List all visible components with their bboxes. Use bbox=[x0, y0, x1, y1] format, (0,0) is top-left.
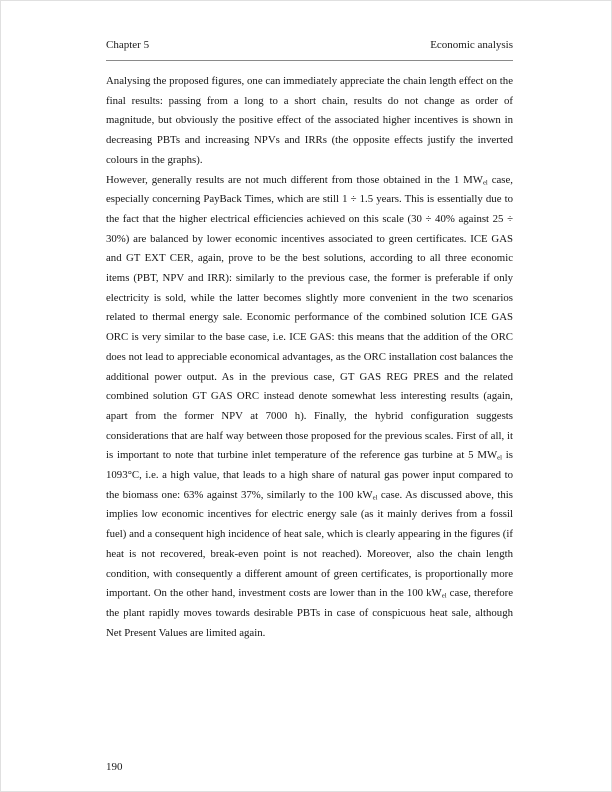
page-header bbox=[106, 39, 513, 61]
paragraph: Analysing the proposed figures, one can immediately appreciate the chain length effect on the final results: passing from a long to a short chain, results do not change as order of magnitude, but obviously the positive effect of the associated higher incentives is shown in decreasing PBTs and increasing NPVs and IRRs (the opposite effects justify the inverted colours in the graphs). bbox=[106, 75, 513, 166]
section-title: Economic analysis bbox=[430, 39, 513, 51]
paragraph: However, generally results are not much different from those obtained in the 1 $MW_{el}$ case, especially concerning PayBack Times, which are still 1 ÷ 1.5 years. This is essentially due to the fact that the higher electrical efficiencies achieved on this scale (30 ÷ 40% against 25 ÷ 30%) are balanced by lower economic incentives associated to green certificates. ICE GAS and GT EXT CER, again, prove to be the best solutions, according to all three economic items (PBT, NPV and IRR): similarly to the previous case, the former is preferable if only electricity is sold, while the latter becomes slightly more convenient in the two scenarios related to thermal energy sale. Economic performance of the combined solution ICE GAS ORC is very similar to the base case, i.e. ICE GAS: this means that the addition of the ORC does not lead to appreciable economical advantages, as the ORC installation cost balances the additional power output. As in the previous case, GT GAS REG PRES and the related combined solution GT GAS ORC instead denote somewhat less interesting results (again, apart from the former NPV at 7000 h). Finally, the hybrid configuration suggests considerations that are half way between those proposed for the previous scales. First of all, it is important to note that turbine inlet temperature of the reference gas turbine at 5 $MW_{el}$ is 1093°C, i.e. a high value, that leads to a high share of natural gas power input compared to the biomass one: 63% against 37%, similarly to the 100 $kW_{el}$ case. As discussed above, this implies low economic incentives for electric energy sale (as it mainly derives from a fossil fuel) and a consequent high incidence of heat sale, which is clearly appearing in the figures (if heat is not recovered, break-even point is not reached). Moreover, also the chain length condition, with consequently a different amount of green certificates, is proportionally more important. On the other hand, investment costs are lower than in the 100 $kW_{el}$ case, therefore the plant rapidly moves towards desirable PBTs in case of conspicuous heat sale, although Net Present Values are limited again. bbox=[106, 173, 514, 639]
page-footer bbox=[106, 761, 513, 773]
page-number: 190 bbox=[106, 761, 123, 773]
chapter-label: Chapter 5 bbox=[106, 39, 150, 51]
page-body bbox=[106, 72, 513, 643]
